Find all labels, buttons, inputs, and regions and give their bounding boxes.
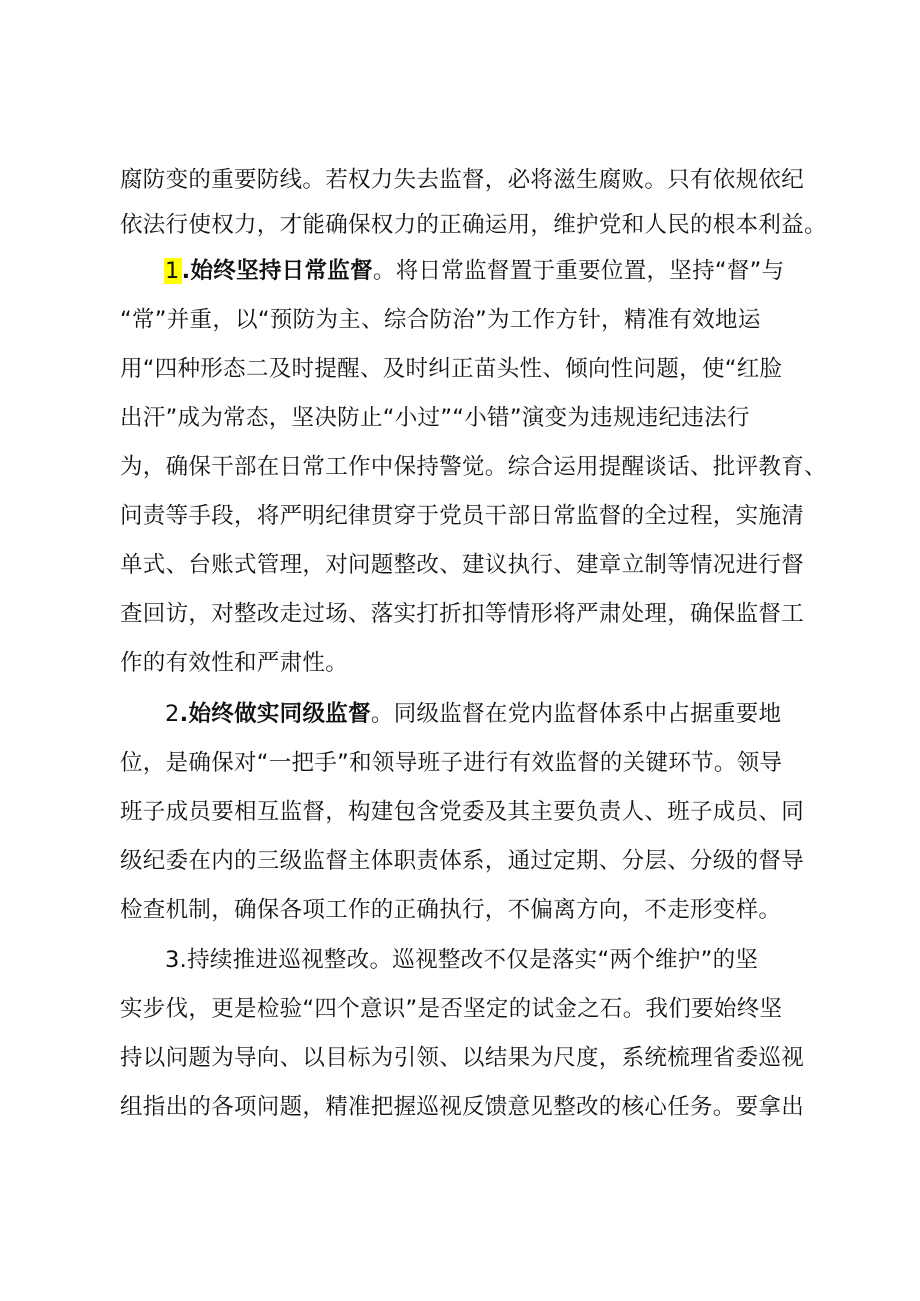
item-1-number: 1 xyxy=(165,258,180,284)
paragraph-line: 腐防变的重要防线。若权力失去监督，必将滋生腐败。只有依规依纪 xyxy=(120,167,805,193)
item-2-line xyxy=(165,697,820,731)
item-2-heading: 始终做实同级监督 xyxy=(188,701,371,727)
item-1-text: 。将日常监督置于重要位置，坚持“督”与 xyxy=(372,258,785,284)
item-1-heading: 始终坚持日常监督 xyxy=(190,258,373,284)
item-3-heading: 持续推进巡视整改 xyxy=(187,947,370,973)
paragraph-line: 单式、台账式管理，对问题整改、建议执行、建章立制等情况进行督 xyxy=(120,552,805,578)
item-1-line xyxy=(165,254,820,288)
item-2-dot: . xyxy=(179,701,189,727)
item-1-dot: . xyxy=(181,258,191,284)
paragraph-line: 位，是确保对“一把手”和领导班子进行有效监督的关键环节。领导 xyxy=(120,750,783,776)
paragraph-line: 级纪委在内的三级监督主体职责体系，通过定期、分层、分级的督导 xyxy=(120,848,805,874)
paragraph-line: 班子成员要相互监督，构建包含党委及其主要负责人、班子成员、同 xyxy=(120,799,805,825)
paragraph-line: 检查机制，确保各项工作的正确执行，不偏离方向，不走形变样。 xyxy=(120,897,782,923)
paragraph-line: 持以问题为导向、以目标为引领、以结果为尺度，系统梳理省委巡视 xyxy=(120,1045,805,1071)
paragraph-line: “常”并重，以“预防为主、综合防治”为工作方针，精准有效地运 xyxy=(120,307,761,333)
paragraph-line: 为，确保干部在日常工作中保持警觉。综合运用提醒谈话、批评教育、 xyxy=(120,454,827,480)
item-2-number: 2 xyxy=(165,701,180,727)
paragraph-line: 用“四种形态二及时提醒、及时纠正苗头性、倾向性问题，使“红脸 xyxy=(120,356,783,382)
paragraph-line: 出汗”成为常态，坚决防止“小过”“小错”演变为违规违纪违法行 xyxy=(120,405,750,431)
item-2-text: 。同级监督在党内监督体系中占据重要地 xyxy=(370,701,782,727)
paragraph-line: 查回访，对整改走过场、落实打折扣等情形将严肃处理，确保监督工 xyxy=(120,601,805,627)
paragraph-line: 依法行使权力，才能确保权力的正确运用，维护党和人民的根本利益。 xyxy=(120,212,827,238)
item-3-dot: . xyxy=(179,947,188,973)
item-3-number: 3 xyxy=(165,947,180,973)
item-3-text: 。巡视整改不仅是落实“两个维护”的坚 xyxy=(369,947,759,973)
item-3-line xyxy=(165,943,820,977)
paragraph-line: 作的有效性和严肃性。 xyxy=(120,650,349,676)
paragraph-line: 问责等手段，将严明纪律贯穿于党员干部日常监督的全过程，实施清 xyxy=(120,503,805,529)
paragraph-line: 实步伐，更是检验“四个意识”是否坚定的试金之石。我们要始终坚 xyxy=(120,996,783,1022)
paragraph-line: 组指出的各项问题，精准把握巡视反馈意见整改的核心任务。要拿出 xyxy=(120,1094,805,1120)
